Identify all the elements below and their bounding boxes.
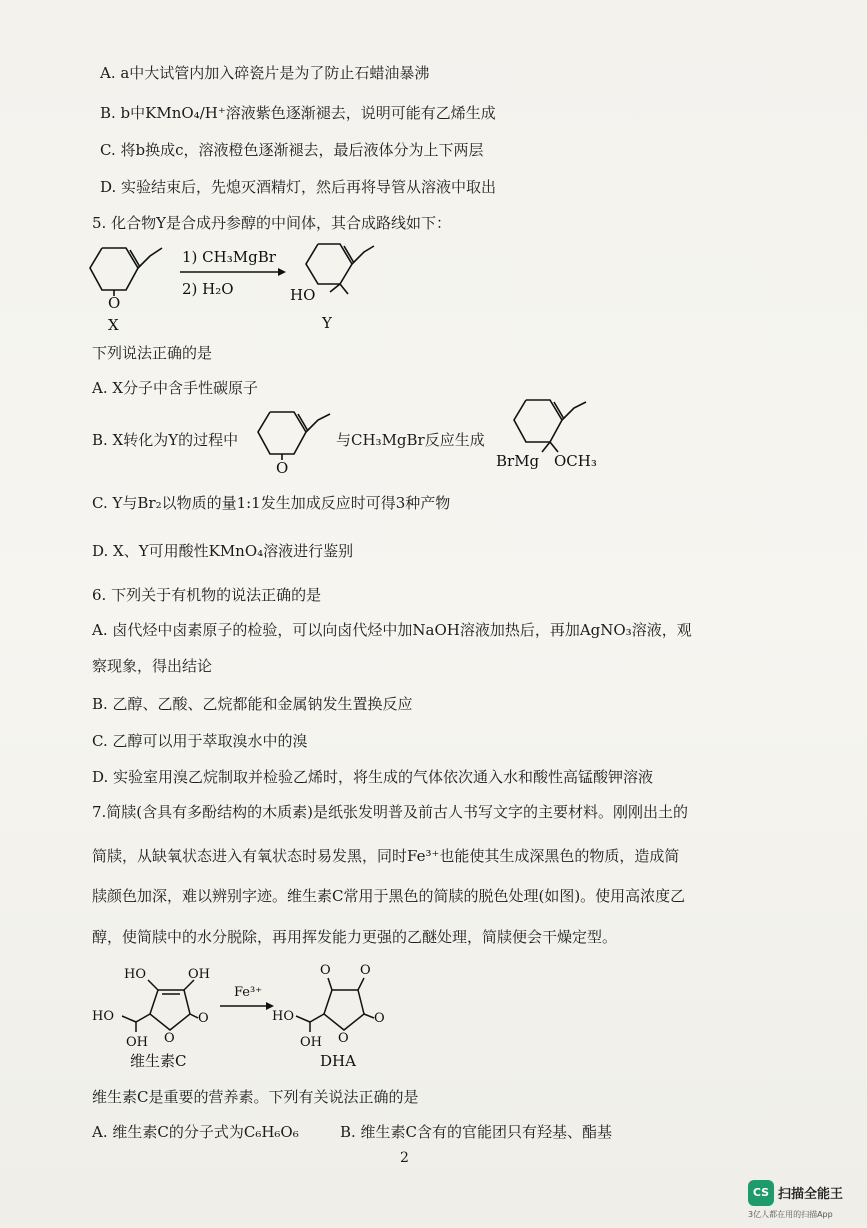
q5-reaction-scheme bbox=[90, 238, 390, 342]
compound-x-structure bbox=[90, 248, 162, 296]
q4-option-a: A. a中大试管内加入碎瓷片是为了防止石蜡油暴沸 bbox=[100, 64, 430, 82]
q6-option-d: D. 实验室用溴乙烷制取并检验乙烯时，将生成的气体依次通入水和酸性高锰酸钾溶液 bbox=[92, 768, 654, 786]
vc-oh-left: HO bbox=[124, 967, 146, 982]
q7-line1: 7.简牍(含具有多酚结构的木质素)是纸张发明普及前古人书写文字的主要材料。刚刚出土的 bbox=[92, 803, 689, 821]
y-compound-label: Y bbox=[322, 314, 332, 332]
watermark-app-name: 扫描全能王 bbox=[778, 1187, 844, 1202]
q7-line4: 醇，使简牍中的水分脱除，再用挥发能力更强的乙醚处理，简牍便会干燥定型。 bbox=[92, 928, 618, 946]
q6-option-a-line2: 察现象，得出结论 bbox=[92, 657, 213, 675]
camscanner-logo-icon: CS bbox=[748, 1180, 774, 1206]
q5-prompt: 下列说法正确的是 bbox=[92, 344, 213, 362]
x-compound-label: X bbox=[108, 316, 119, 334]
q5-option-a: A. X分子中含手性碳原子 bbox=[92, 379, 259, 397]
dha-o-right: O bbox=[360, 963, 371, 978]
q7-prompt: 维生素C是重要的营养素。下列有关说法正确的是 bbox=[92, 1088, 419, 1106]
q5-option-b-reactant bbox=[258, 408, 338, 482]
vitamin-c-label: 维生素C bbox=[130, 1052, 187, 1070]
dha-ho-chain: HO bbox=[272, 1009, 294, 1024]
q4-option-d: D. 实验结束后，先熄灭酒精灯，然后再将导管从溶液中取出 bbox=[100, 178, 497, 196]
watermark-tagline: 3亿人都在用的扫描App bbox=[748, 1210, 833, 1219]
q5-stem: 5. 化合物Y是合成丹参醇的中间体，其合成路线如下： bbox=[92, 214, 451, 232]
dha-label: DHA bbox=[320, 1052, 356, 1070]
b-oxygen-label: O bbox=[276, 459, 289, 477]
vc-ring-o: O bbox=[164, 1031, 175, 1046]
vc-oh-right: OH bbox=[188, 967, 210, 982]
q5-option-b-product bbox=[496, 396, 616, 480]
dha-ring-o: O bbox=[338, 1031, 349, 1046]
scanner-watermark bbox=[748, 1180, 860, 1220]
q6-stem: 6. 下列关于有机物的说法正确的是 bbox=[92, 586, 322, 604]
x-oxygen-label: O bbox=[108, 294, 121, 312]
reagent-1: 1) CH₃MgBr bbox=[182, 248, 276, 266]
vc-oh-chain: OH bbox=[126, 1035, 148, 1050]
q5-option-d: D. X、Y可用酸性KMnO₄溶液进行鉴别 bbox=[92, 542, 354, 560]
dha-carbonyl-o: O bbox=[374, 1011, 385, 1026]
dha-o-left: O bbox=[320, 963, 331, 978]
q7-line3: 牍颜色加深，难以辨别字迹。维生素C常用于黑色的简牍的脱色处理(如图)。使用高浓度乙 bbox=[92, 887, 686, 905]
q6-option-c: C. 乙醇可以用于萃取溴水中的溴 bbox=[92, 732, 308, 750]
compound-y-structure bbox=[306, 244, 374, 294]
q7-line2: 简牍，从缺氧状态进入有氧状态时易发黑，同时Fe³⁺也能使其生成深黑色的物质，造成简 bbox=[92, 847, 680, 865]
page-number: 2 bbox=[400, 1150, 409, 1166]
q4-option-b: B. b中KMnO₄/H⁺溶液紫色逐渐褪去，说明可能有乙烯生成 bbox=[100, 104, 496, 122]
b-och3-label: OCH₃ bbox=[554, 452, 597, 470]
q5-option-c: C. Y与Br₂以物质的量1:1发生加成反应时可得3种产物 bbox=[92, 494, 451, 512]
q7-option-b: B. 维生素C含有的官能团只有羟基、酯基 bbox=[340, 1123, 613, 1141]
q7-reaction-scheme bbox=[88, 958, 408, 1082]
vc-carbonyl-o: O bbox=[198, 1011, 209, 1026]
q6-option-a-line1: A. 卤代烃中卤素原子的检验，可以向卤代烃中加NaOH溶液加热后，再加AgNO₃溶液，观 bbox=[92, 621, 692, 639]
dha-structure bbox=[296, 978, 374, 1032]
vc-ho-chain: HO bbox=[92, 1009, 114, 1024]
q7-option-a: A. 维生素C的分子式为C₆H₆O₆ bbox=[92, 1123, 299, 1141]
q4-option-c: C. 将b换成c，溶液橙色逐渐褪去，最后液体分为上下两层 bbox=[100, 141, 484, 159]
q5-option-b-middle: 与CH₃MgBr反应生成 bbox=[336, 431, 485, 449]
vitamin-c-structure bbox=[122, 980, 198, 1032]
b-brmg-label: BrMg bbox=[496, 452, 540, 470]
reagent-2: 2) H₂O bbox=[182, 280, 234, 298]
dha-oh-chain: OH bbox=[300, 1035, 322, 1050]
fe3-label: Fe³⁺ bbox=[234, 985, 263, 1000]
q6-option-b: B. 乙醇、乙酸、乙烷都能和金属钠发生置换反应 bbox=[92, 695, 413, 713]
q5-option-b-prefix: B. X转化为Y的过程中 bbox=[92, 431, 239, 449]
y-hydroxyl-label: HO bbox=[290, 286, 316, 304]
